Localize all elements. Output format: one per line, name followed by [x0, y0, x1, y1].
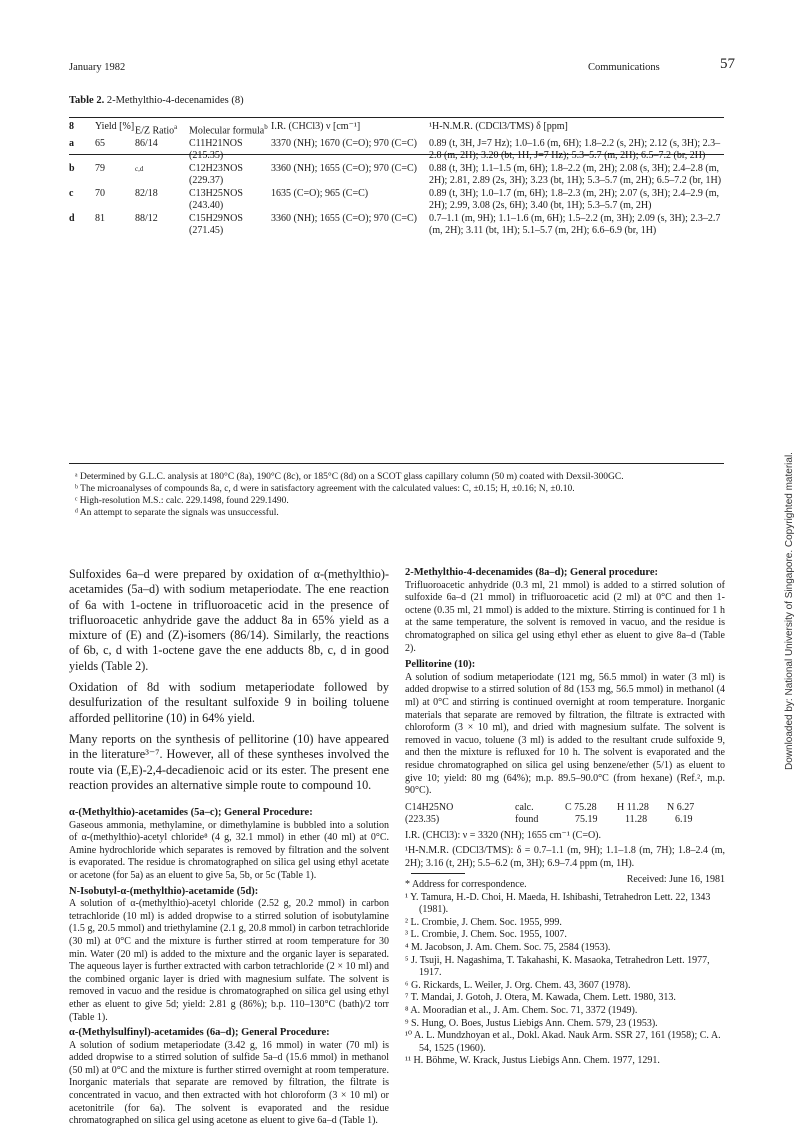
right-column [405, 567, 725, 886]
table-bottom-rule [69, 463, 724, 464]
row-nmr: 0.88 (t, 3H); 1.1–1.5 (m, 6H); 1.8–2.2 (m, 2H); 2.08 (s, 3H); 2.4–2.8 (m, 2H); 2.81, 2.89 (2s, 3H); 3.23 (bt, 1H); 5.3–5.7 (m, 2H); 6.5–7.2 (br, 1H) [429, 162, 722, 187]
table-header-row [69, 121, 724, 138]
th-yield: Yield [%] [95, 121, 135, 132]
table-row [69, 188, 724, 213]
row-id: b [69, 162, 75, 174]
row-ratio: c,d [135, 164, 144, 173]
analysis-found-h: 11.28 [625, 814, 648, 826]
left-column-procedures [69, 807, 389, 1128]
header-date: January 1982 [69, 62, 126, 73]
row-ir: 3370 (NH); 1670 (C=O); 970 (C=C) [271, 137, 417, 149]
row-id: d [69, 212, 75, 224]
mol-weight: (229.37) [189, 175, 224, 187]
table-footnote-b: ᵇ The microanalyses of compounds 8a, c, d were in satisfactory agreement with the calculated values: C, ±0.15; H, ±0.16; N, ±0.10. [75, 484, 575, 494]
left-column-body [69, 567, 389, 793]
analysis-mw: (223.35) [405, 814, 440, 826]
row-formula [189, 163, 271, 188]
table-footnote-c: ᶜ High-resolution M.S.: calc. 229.1498, found 229.1490. [75, 496, 289, 506]
row-yield: 81 [95, 212, 105, 224]
formula: C15H29NOS [189, 212, 243, 224]
reference-item: ¹⁰ A. L. Mundzhoyan et al., Dokl. Akad. Nauk Arm. SSR 27, 161 (1958); C. A. 54, 1525 (1960). [405, 1030, 721, 1054]
procedure-heading: α-(Methylsulfinyl)-acetamides (6a–d); General Procedure: [69, 1027, 330, 1039]
th-ratio-sup: a [174, 123, 178, 131]
references-rule [411, 873, 465, 874]
analysis-row-found [405, 814, 725, 827]
row-ir: 3360 (NH); 1655 (C=O); 970 (C=C) [271, 162, 417, 174]
reference-item: ⁸ A. Mooradian et al., J. Am. Chem. Soc. 71, 3372 (1949). [405, 1004, 638, 1016]
formula: C11H21NOS [189, 137, 243, 149]
procedure-heading: Pellitorine (10): [405, 659, 476, 671]
th-ratio-text: E/Z Ratio [135, 125, 175, 137]
mol-weight: (215.35) [189, 150, 224, 162]
row-ir: 1635 (C=O); 965 (C=C) [271, 187, 369, 199]
procedure-text: A solution of sodium metaperiodate (121 mg, 56.5 mmol) in water (3 ml) is added dropwise to a stirred solution of 8d (153 mg, 56.5 mmol) in methanol (4 ml) at 0°C and stirring is continued overnight at room temperature. Inorganic materials that separate are removed by filtration, the filtrate is extracted with chloroform (3 × 10 ml), and dried with magnesium sulfate. The solvent is removed in vacuo, toluene (3 ml) is added to the resultant crude sulfoxide 9, and then the mixture is refluxed for 10 h. The solvent is evaporated and the residue chromatographed on silica gel using benzene/ether (5/1) as eluent to give 10; yield: 80 mg (64%); m.p. 89.5–90.0°C (from hexane) (Ref.², m.p. 90°C). [405, 671, 725, 797]
mol-weight: (271.45) [189, 225, 224, 237]
table-top-rule [69, 117, 724, 118]
th-ir: I.R. (CHCl3) ν [cm⁻¹] [271, 121, 361, 132]
reference-item: ⁶ G. Rickards, L. Weiler, J. Org. Chem. 43, 3607 (1978). [405, 979, 631, 991]
row-yield: 79 [95, 162, 105, 174]
table-footnote-a: ᵃ Determined by G.L.C. analysis at 180°C (8a), 190°C (8c), or 185°C (8d) on a SCOT glass capillary column (50 m) coated with Dexsil-300GC. [75, 472, 624, 482]
procedure-heading: N-Isobutyl-α-(methylthio)-acetamide (5d): [69, 885, 259, 897]
table-row [69, 138, 724, 163]
side-watermark [770, 330, 795, 770]
th-formula [189, 121, 271, 138]
th-compound: 8 [69, 121, 74, 132]
procedure-heading: α-(Methylthio)-acetamides (5a–c); General Procedure: [69, 807, 313, 818]
paragraph: Many reports on the synthesis of pellitorine (10) have appeared in the literature³⁻⁷. However, all of these syntheses involved the route via (E,E)-2,4-decadienoic acid or its ester. The present ene reaction provides an alternative simple route to compound 10. [69, 731, 389, 792]
row-yield: 70 [95, 187, 105, 199]
reference-item: * Address for correspondence. [405, 879, 527, 890]
analysis-row-calc [405, 802, 725, 815]
table-caption-label: Table 2. [69, 95, 105, 106]
header-journal: Communications [588, 62, 660, 73]
formula: C12H23NOS [189, 162, 243, 174]
row-formula [189, 213, 271, 238]
row-ratio: 82/18 [135, 187, 158, 199]
ir-data: I.R. (CHCl3): ν = 3320 (NH); 1655 cm⁻¹ (C=O). [405, 829, 602, 841]
row-ratio: 88/12 [135, 212, 158, 224]
row-ratio: 86/14 [135, 137, 158, 149]
row-nmr: 0.89 (t, 3H, J=7 Hz); 1.0–1.6 (m, 6H); 1.8–2.2 (s, 2H); 2.12 (s, 3H); 2.3–2.8 (m, 2H); 3.20 (bt, 1H, J=7 Hz); 5.3–5.7 (m, 2H); 6.5–7.2 (br, 2H) [429, 137, 721, 162]
reference-item: ⁴ M. Jacobson, J. Am. Chem. Soc. 75, 2584 (1953). [405, 941, 611, 953]
reference-item: ⁵ J. Tsuji, H. Nagashima, T. Takahashi, K. Masaoka, Tetrahedron Lett. 1977, 1917. [405, 954, 710, 979]
row-nmr: 0.7–1.1 (m, 9H); 1.1–1.6 (m, 6H); 1.5–2.2 (m, 3H); 2.09 (s, 3H); 2.3–2.7 (m, 2H); 3.11 (bt, 1H); 5.1–5.7 (m, 2H); 6.6–6.9 (br, 1H) [429, 212, 721, 237]
analysis-calc-label: calc. [515, 801, 534, 813]
th-formula-text: Molecular formula [189, 125, 265, 137]
analysis-calc-n: N 6.27 [667, 801, 695, 813]
row-id: a [69, 137, 74, 149]
analysis-formula: C14H25NO [405, 801, 454, 813]
paragraph: Oxidation of 8d with sodium metaperiodate followed by desulfurization of the resultant sulfoxide 9 in boiling toluene afforded pellitorine (10) in 64% yield. [69, 680, 389, 725]
mol-weight: (243.40) [189, 200, 224, 212]
row-id: c [69, 187, 74, 199]
table-caption [69, 95, 244, 106]
table-footnotes [75, 471, 725, 519]
reference-item: ¹¹ H. Böhme, W. Krack, Justus Liebigs Ann. Chem. 1977, 1291. [405, 1055, 660, 1067]
page-number: 57 [720, 56, 735, 72]
th-ratio [135, 121, 189, 138]
formula: C13H25NOS [189, 187, 243, 199]
th-nmr: ¹H-N.M.R. (CDCl3/TMS) δ [ppm] [429, 121, 568, 132]
reference-item: ¹ Y. Tamura, H.-D. Choi, H. Maeda, H. Ishibashi, Tetrahedron Lett. 22, 1343 (1981). [405, 891, 711, 916]
reference-item: ³ L. Crombie, J. Chem. Soc. 1955, 1007. [405, 929, 567, 941]
reference-item: ² L. Crombie, J. Chem. Soc. 1955, 999. [405, 916, 562, 928]
analysis-found-n: 6.19 [675, 814, 693, 826]
analysis-calc-h: H 11.28 [617, 801, 649, 813]
received-date: Received: June 16, 1981 [626, 873, 725, 885]
row-ir: 3360 (NH); 1655 (C=O); 970 (C=C) [271, 212, 417, 224]
procedure-text: A solution of α-(methylthio)-acetyl chloride (2.52 g, 20.2 mmol) in carbon tetrachloride (10 ml) is added dropwise to a stirred solution of isobutylamine (1.5 g, 20.5 mmol) and triethylamine (2.1 g, 20.8 mmol) in carbon tetrachloride (30 ml) at 0°C and the mixture is further stirred at room temperature for 30 min. Water (20 ml) is added to the mixture and the organic layer is separated. The aqueous layer is further extracted with carbon tetrachloride (2 × 10 ml) and the combined organic layer is dried with magnesium sulfate. The solvent is removed in vacuo and the residue is chromatographed on silica gel using ethyl ether as eluent to give 5d; yield: 2.81 g (86%); b.p. 110–130°C (bath)/2 torr (Table 1). [69, 898, 389, 1023]
table-row [69, 213, 724, 238]
analysis-calc-c: C 75.28 [565, 801, 597, 813]
table-caption-text: 2-Methylthio-4-decenamides (8) [106, 95, 244, 106]
procedure-text: Trifluoroacetic anhydride (0.3 ml, 21 mmol) is added to a stirred solution of sulfoxide 6a–d (21 mmol) in trifluoroacetic acid (2 ml) at 0°C and then 1-octene (0.35 ml, 21 mmol) is added to the mixture. Stirring is continued for 1 h at the same temperature, the solvent is removed in vacuo, and the residue is chromatographed on silica gel using ethyl ether as eluent to give 8a–d (Table 2). [405, 579, 725, 654]
side-watermark-text: Downloaded by: National University of Singapore. Copyrighted material. [784, 452, 795, 770]
procedure-heading: 2-Methylthio-4-decenamides (8a–d); General procedure: [405, 567, 659, 578]
table-footnote-d: ᵈ An attempt to separate the signals was unsuccessful. [75, 508, 279, 518]
procedure-text: Gaseous ammonia, methylamine, or dimethylamine is bubbled into a solution of α-(methylthio)-acetyl chloride⁸ (4 g, 32.1 mmol) in ether (40 ml) at 0°C. Amine hydrochloride which separates is removed by filtration and the solvent is evaporated. The residue is chromatographed on silica gel using ethyl acetate or acetone (for 5a) as an eluent to give 5a, 5b, or 5c (Table 1). [69, 819, 389, 881]
row-formula [189, 138, 271, 163]
th-formula-sup: b [264, 123, 268, 131]
reference-item: ⁷ T. Mandai, J. Gotoh, J. Otera, M. Kawada, Chem. Lett. 1980, 313. [405, 992, 676, 1004]
reference-item: ⁹ S. Hung, O. Boes, Justus Liebigs Ann. Chem. 579, 23 (1953). [405, 1017, 658, 1029]
analysis-found-label: found [515, 814, 539, 826]
row-formula [189, 188, 271, 213]
procedure-text: A solution of sodium metaperiodate (3.42 g, 16 mmol) in water (70 ml) is added dropwise to a stirred solution of sulfide 5a–d (15.6 mmol) in methanol (50 ml) at 0°C and the mixture is further stirred overnight at room temperature. Inorganic materials that separate are removed by filtration, the filtrate is concentrated in vacuo, and then extracted with hot chloroform (3 × 10 ml) or acetonitrile (for 6a). The solvent is evaporated and the residue chromatographed on silica gel using acetone as eluent to give 6a–d (Table 1). [69, 1039, 389, 1127]
analysis-found-c: 75.19 [575, 814, 598, 826]
references [405, 879, 725, 1068]
row-yield: 65 [95, 137, 105, 149]
nmr-data: ¹H-N.M.R. (CDCl3/TMS): δ = 0.7–1.1 (m, 9H); 1.1–1.8 (m, 7H); 1.8–2.4 (m, 2H); 3.16 (t, 2H); 5.5–6.2 (m, 3H); 6.9–7.4 ppm (m, 1H). [405, 845, 725, 870]
table-2 [69, 121, 724, 238]
paragraph: Sulfoxides 6a–d were prepared by oxidation of α-(methylthio)-acetamides (5a–d) with sodium metaperiodate. The ene reaction of 6a with 1-octene in trifluoroacetic acid in the presence of trifluoroacetic anhydride gave the adduct 8a in 65% yield as a mixture of (E) and (Z)-isomers (86/14). Similarly, the reactions of 6b, c, d with 1-octene gave the ene adducts 8b, c, d in good yields (Table 2). [69, 567, 389, 673]
table-row [69, 163, 724, 188]
row-nmr: 0.89 (t, 3H); 1.0–1.7 (m, 6H); 1.8–2.3 (m, 2H); 2.07 (s, 3H); 2.4–2.9 (m, 2H); 2.99, 3.08 (2s, 6H); 3.40 (bt, 1H); 5.3–5.7 (m, 2H) [429, 187, 719, 212]
